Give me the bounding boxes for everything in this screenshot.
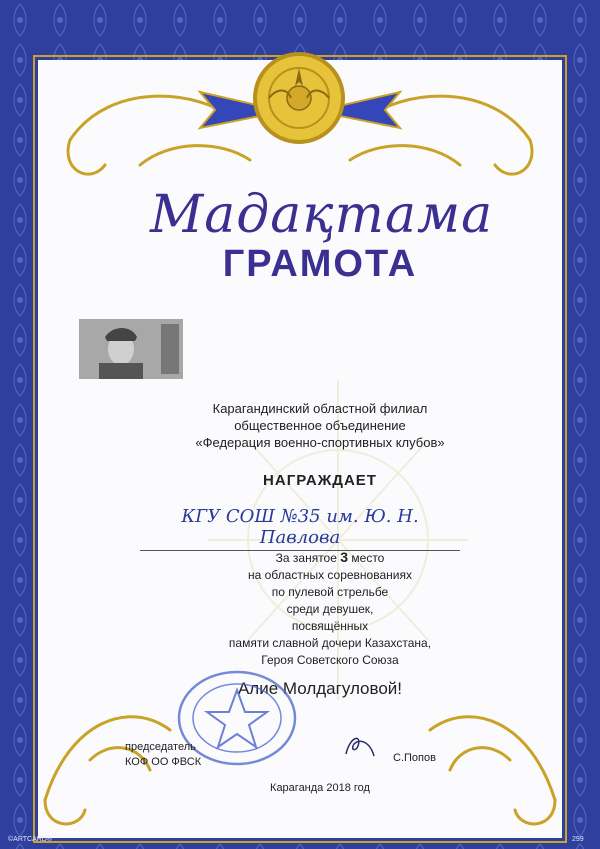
- organization-line: Карагандинский областной филиал: [212, 401, 428, 416]
- kazakhstan-emblem-seal: [243, 48, 355, 148]
- reason-line: среди девушек,: [286, 602, 374, 616]
- handwritten-signature: [340, 730, 380, 760]
- reason-line: по пулевой стрельбе: [271, 585, 389, 599]
- title-kazakh: Мадақтама: [150, 185, 494, 245]
- place-line: [140, 549, 520, 567]
- hero-name: Алие Молдагуловой!: [237, 679, 403, 698]
- reason-line: посвящённых: [291, 619, 369, 633]
- city-year: Караганда 2018 год: [270, 782, 370, 794]
- print-brand: ©ARTCARD®: [8, 836, 53, 843]
- signatory-role: [125, 740, 201, 770]
- award-reason: [140, 549, 520, 669]
- organization-line: общественное объединение: [234, 418, 406, 433]
- award-verb: НАГРАЖДАЕТ: [263, 472, 377, 489]
- place-number: 3: [340, 549, 349, 565]
- title-russian: ГРАМОТА: [222, 243, 418, 285]
- print-code: 299: [572, 836, 584, 843]
- portrait-photo: [79, 319, 183, 379]
- recipient-name: КГУ СОШ №35 им. Ю. Н. Павлова: [140, 506, 460, 551]
- signatory-role-line: КОФ ОО ФВСК: [125, 756, 202, 768]
- reason-line: Героя Советского Союза: [261, 653, 399, 667]
- organization-line: «Федерация военно-спортивных клубов»: [195, 435, 445, 450]
- issuing-organization: [120, 400, 520, 451]
- signatory-name: С.Попов: [393, 752, 436, 764]
- reason-line: памяти славной дочери Казахстана,: [228, 636, 432, 650]
- place-prefix: За занятое: [275, 551, 337, 565]
- place-suffix: место: [351, 551, 385, 565]
- reason-line: на областных соревнованиях: [248, 568, 412, 582]
- signatory-role-line: председатель: [125, 741, 196, 753]
